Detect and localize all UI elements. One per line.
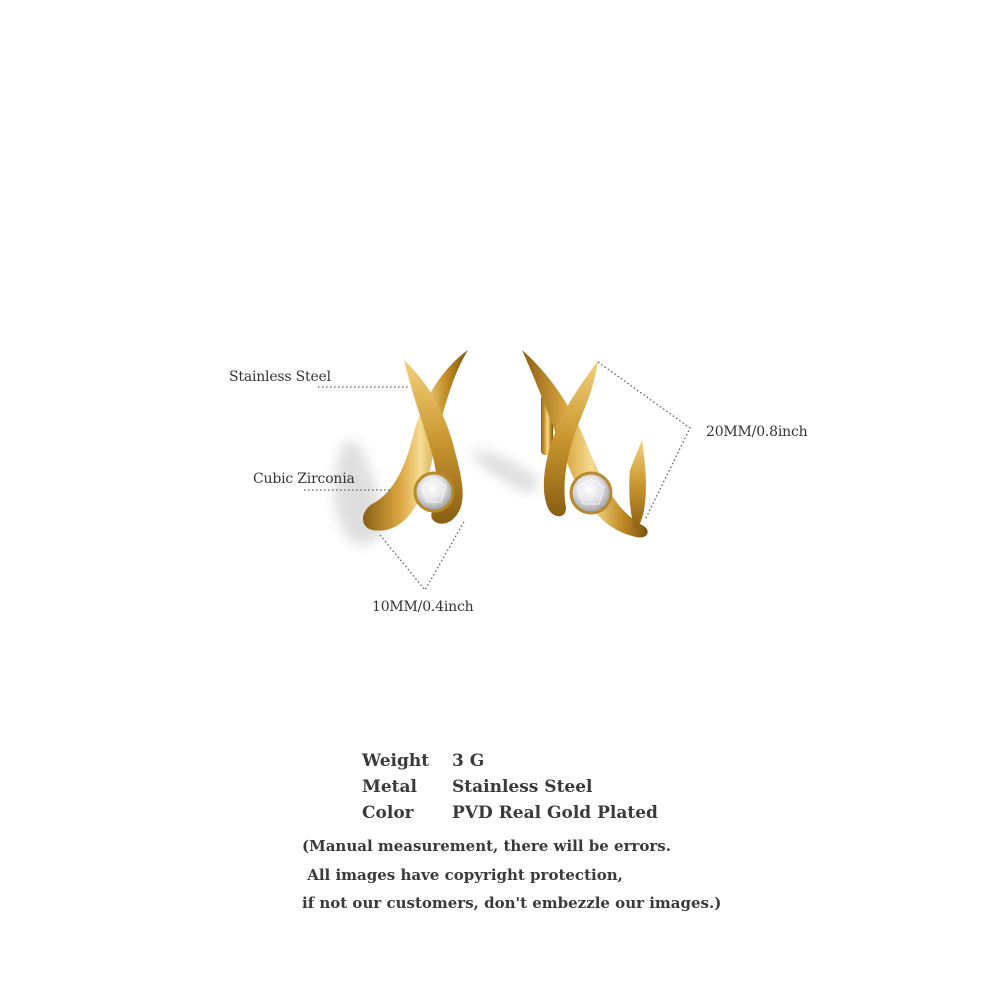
spec-key: Color [362, 803, 414, 823]
disclaimer-note [302, 832, 721, 918]
right-earring [522, 350, 648, 538]
spec-row-weight [362, 748, 658, 774]
stone-label: Cubic Zirconia [253, 471, 355, 487]
spec-value: PVD Real Gold Plated [452, 803, 658, 823]
height-dimension-label: 20MM/0.8inch [706, 424, 808, 440]
spec-row-metal [362, 774, 658, 800]
note-line: if not our customers, don't embezzle our images.) [302, 894, 722, 912]
left-earring [363, 350, 468, 531]
width-callout-line [380, 520, 465, 590]
note-line: (Manual measurement, there will be errors. [302, 837, 671, 855]
spec-value: Stainless Steel [452, 777, 593, 797]
material-label: Stainless Steel [229, 369, 331, 385]
spec-table [362, 748, 658, 826]
spec-value: 3 G [452, 751, 485, 771]
spec-key: Metal [362, 777, 417, 797]
spec-key: Weight [362, 751, 430, 771]
spec-row-color [362, 800, 658, 826]
width-dimension-label: 10MM/0.4inch [372, 599, 474, 615]
note-line: All images have copyright protection, [302, 865, 623, 884]
